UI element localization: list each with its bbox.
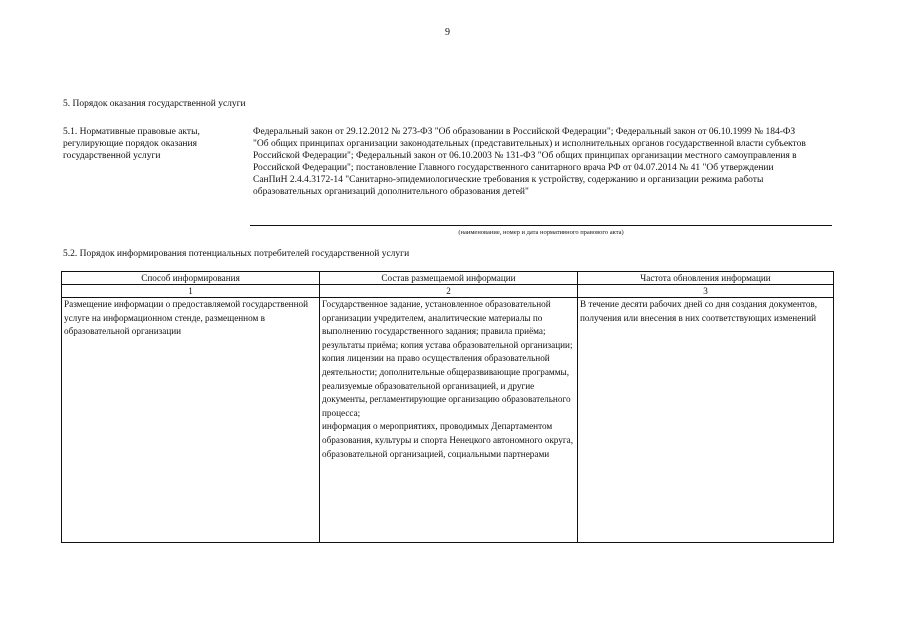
column-number: 1 xyxy=(62,285,320,298)
page-number: 9 xyxy=(445,27,450,38)
header-content: Состав размещаемой информации xyxy=(320,272,578,285)
header-method: Способ информирования xyxy=(62,272,320,285)
table-row xyxy=(62,298,834,543)
information-table xyxy=(61,271,834,543)
cell-frequency: В течение десяти рабочих дней со дня создания документов, получения или внесения в них соответствующих изменений xyxy=(578,298,834,543)
legal-acts-underline xyxy=(250,225,832,226)
content-item: Государственное задание, установленное образовательной организации учредителем, аналитические материалы по выполнению государственного задания; правила приёма; xyxy=(322,299,551,337)
column-number: 2 xyxy=(320,285,578,298)
content-item: информация о мероприятиях, проводимых Департаментом образования, культуры и спорта Ненецкого автономного округа, образовательной организацией, социальными партнерами xyxy=(322,421,574,459)
legal-acts-text: Федеральный закон от 29.12.2012 № 273-ФЗ "Об образовании в Российской Федерации"; Федеральный закон от 06.10.1999 № 184-ФЗ "Об общих принципах организации законодательных (представительных) и исполнительных органов государственной власти субъектов Российской Федерации"; Федеральный закон от 06.10.2003 № 131-ФЗ "Об общих принципах организации местного самоуправления в Российской Федерации"; постановление Главного государственного санитарного врача РФ от 04.07.2014 № 41 "Об утверждении СанПиН 2.4.4.3172-14 "Санитарно-эпидемиологические требования к устройству, содержанию и организации режима работы образовательных организаций дополнительного образования детей" xyxy=(253,127,806,197)
section-5-2-heading: 5.2. Порядок информирования потенциальных потребителей государственной услуги xyxy=(63,249,410,259)
header-frequency: Частота обновления информации xyxy=(578,272,834,285)
legal-acts-caption: (наименование, номер и дата нормативного правового акта) xyxy=(458,229,624,236)
content-item: копия лицензии на право осуществления образовательной деятельности; дополнительные общеразвивающие программы, реализуемые образовательной организацией, и другие документы, регламентирующие организацию образовательного процесса; xyxy=(322,353,571,418)
cell-content xyxy=(320,298,578,543)
legal-acts-label: 5.1. Нормативные правовые акты, регулирующие порядок оказания государственной услуги xyxy=(63,127,200,161)
section-5-heading: 5. Порядок оказания государственной услуги xyxy=(63,99,246,109)
content-item: результаты приёма; копия устава образовательной организации; xyxy=(322,339,573,350)
table-header-row xyxy=(62,272,834,285)
cell-method: Размещение информации о предоставляемой государственной услуге на информационном стенде, размещенном в образовательной организации xyxy=(62,298,320,543)
table-number-row xyxy=(62,285,834,298)
column-number: 3 xyxy=(578,285,834,298)
